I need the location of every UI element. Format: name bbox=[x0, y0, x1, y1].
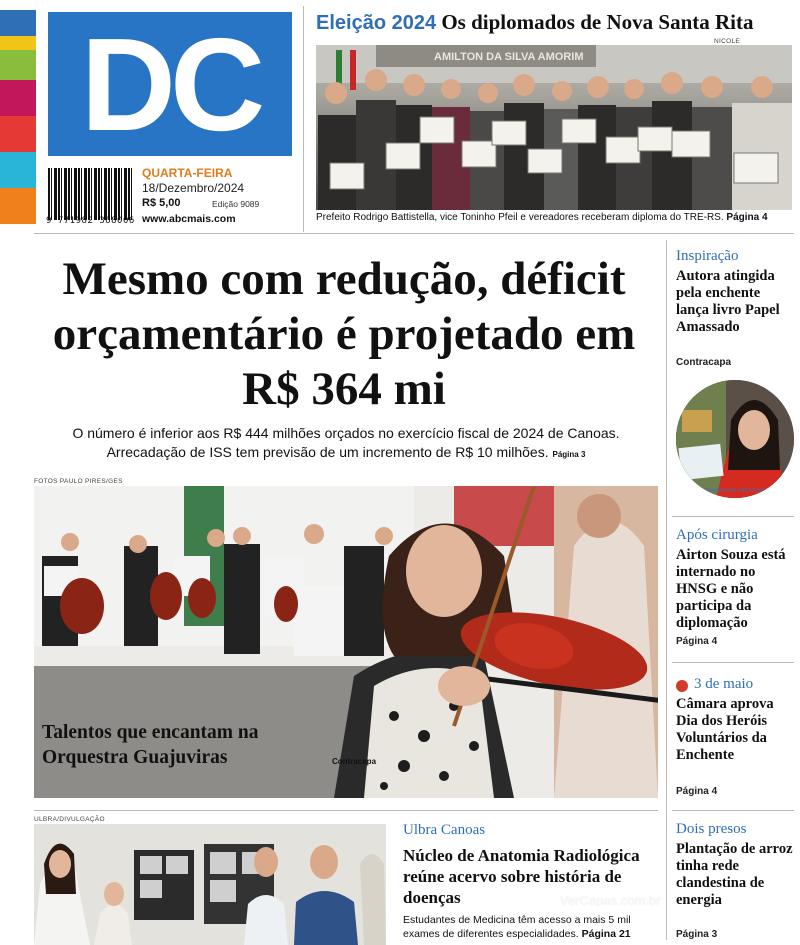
bottom-story-kicker: Ulbra Canoas bbox=[403, 822, 486, 838]
orchestra-page[interactable]: Contracapa bbox=[332, 757, 377, 766]
divider bbox=[672, 516, 794, 517]
sidebar-page: Página 4 bbox=[676, 786, 718, 797]
bottom-story-body bbox=[403, 913, 665, 941]
sidebar-kicker: Inspiração bbox=[676, 248, 739, 264]
strip-band bbox=[0, 80, 36, 116]
sidebar-kicker: 3 de maio bbox=[694, 676, 754, 692]
strip-band bbox=[0, 36, 36, 50]
strip-band bbox=[0, 152, 36, 188]
diplomas-photo-art bbox=[316, 45, 792, 210]
strip-band bbox=[0, 116, 36, 152]
anatomy-photo[interactable] bbox=[34, 824, 386, 945]
top-story-kicker: Eleição 2024 bbox=[316, 12, 437, 34]
website-link[interactable]: www.abcmais.com bbox=[142, 213, 236, 225]
main-lede bbox=[34, 424, 658, 464]
top-story-title: Os diplomados de Nova Santa Rita bbox=[441, 10, 754, 34]
photo-credit: FOTOS PAULO PIRES/GES bbox=[34, 478, 123, 485]
edition-number: Edição 9089 bbox=[212, 199, 260, 209]
author-photo-art bbox=[676, 380, 794, 498]
masthead-logo[interactable] bbox=[48, 12, 292, 156]
bottom-story-headline[interactable]: Núcleo de Anatomia Radiológica reúne acervo sobre história de doenças bbox=[403, 846, 640, 907]
photo-label: RETRAUBAS EM GASTRONOMIA bbox=[696, 488, 776, 494]
weekday: QUARTA-FEIRA bbox=[142, 166, 233, 180]
diplomas-photo[interactable] bbox=[316, 45, 792, 210]
author-photo bbox=[676, 380, 794, 498]
divider bbox=[303, 6, 304, 232]
divider bbox=[34, 810, 658, 811]
banner-text: AMILTON DA SILVA AMORIM bbox=[434, 51, 584, 63]
divider bbox=[666, 240, 667, 940]
watermark: VerCapas.com.br bbox=[560, 893, 661, 908]
divider bbox=[672, 810, 794, 811]
sidebar-kicker: Dois presos bbox=[676, 821, 747, 837]
anatomy-photo-art bbox=[34, 824, 386, 945]
bottom-story-page[interactable]: Página 21 bbox=[581, 928, 631, 940]
top-story-caption bbox=[316, 212, 768, 223]
barcode bbox=[48, 168, 132, 220]
caption-text: Prefeito Rodrigo Battistella, vice Toninho Pfeil e vereadores receberam diploma do TRE-RS. bbox=[316, 212, 724, 223]
orchestra-headline[interactable]: Talentos que encantam na Orquestra Guajuviras bbox=[42, 722, 259, 768]
photo-credit: ULBRA/DIVULGAÇÃO bbox=[34, 816, 105, 823]
strip-band bbox=[0, 188, 36, 224]
logo-text: DC bbox=[80, 10, 260, 158]
lede-text: O número é inferior aos R$ 444 milhões orçados no exercício fiscal de 2024 de Canoas. Arrecadação de ISS tem previsão de um incremento de R$ 10 milhões. bbox=[72, 425, 620, 460]
caption-page[interactable]: Página 4 bbox=[726, 212, 768, 223]
barcode-number: 9 771982 368006 bbox=[46, 216, 135, 226]
sidebar-title: Autora atingida pela enchente lança livro Papel Amassado bbox=[676, 268, 780, 335]
price: R$ 5,00 bbox=[142, 197, 181, 209]
red-bullet-icon bbox=[676, 680, 688, 692]
bottom-story-text: Estudantes de Medicina têm acesso a mais 5 mil exames de diferentes especialidades. bbox=[403, 914, 631, 940]
sidebar-title: Câmara aprova Dia dos Heróis Voluntários da Enchente bbox=[676, 696, 774, 763]
sidebar-page: Contracapa bbox=[676, 357, 732, 368]
photo-credit: NICOLE bbox=[714, 38, 741, 45]
sidebar-title: Airton Souza está internado no HNSG e não participa da diplomação bbox=[676, 547, 786, 631]
main-headline[interactable]: Mesmo com redução, déficit orçamentário é projetado em R$ 364 mi bbox=[52, 253, 636, 415]
sidebar-page: Página 4 bbox=[676, 636, 718, 647]
divider bbox=[34, 233, 794, 234]
top-story-headline[interactable] bbox=[316, 10, 753, 35]
divider bbox=[672, 662, 794, 663]
issue-date: 18/Dezembro/2024 bbox=[142, 181, 245, 195]
strip-band bbox=[0, 10, 36, 36]
sidebar-kicker: Após cirurgia bbox=[676, 527, 758, 543]
lede-page[interactable]: Página 3 bbox=[552, 450, 586, 459]
strip-band bbox=[0, 50, 36, 80]
sidebar-title: Plantação de arroz tinha rede clandestina de energia bbox=[676, 841, 793, 908]
sidebar-page: Página 3 bbox=[676, 929, 718, 940]
